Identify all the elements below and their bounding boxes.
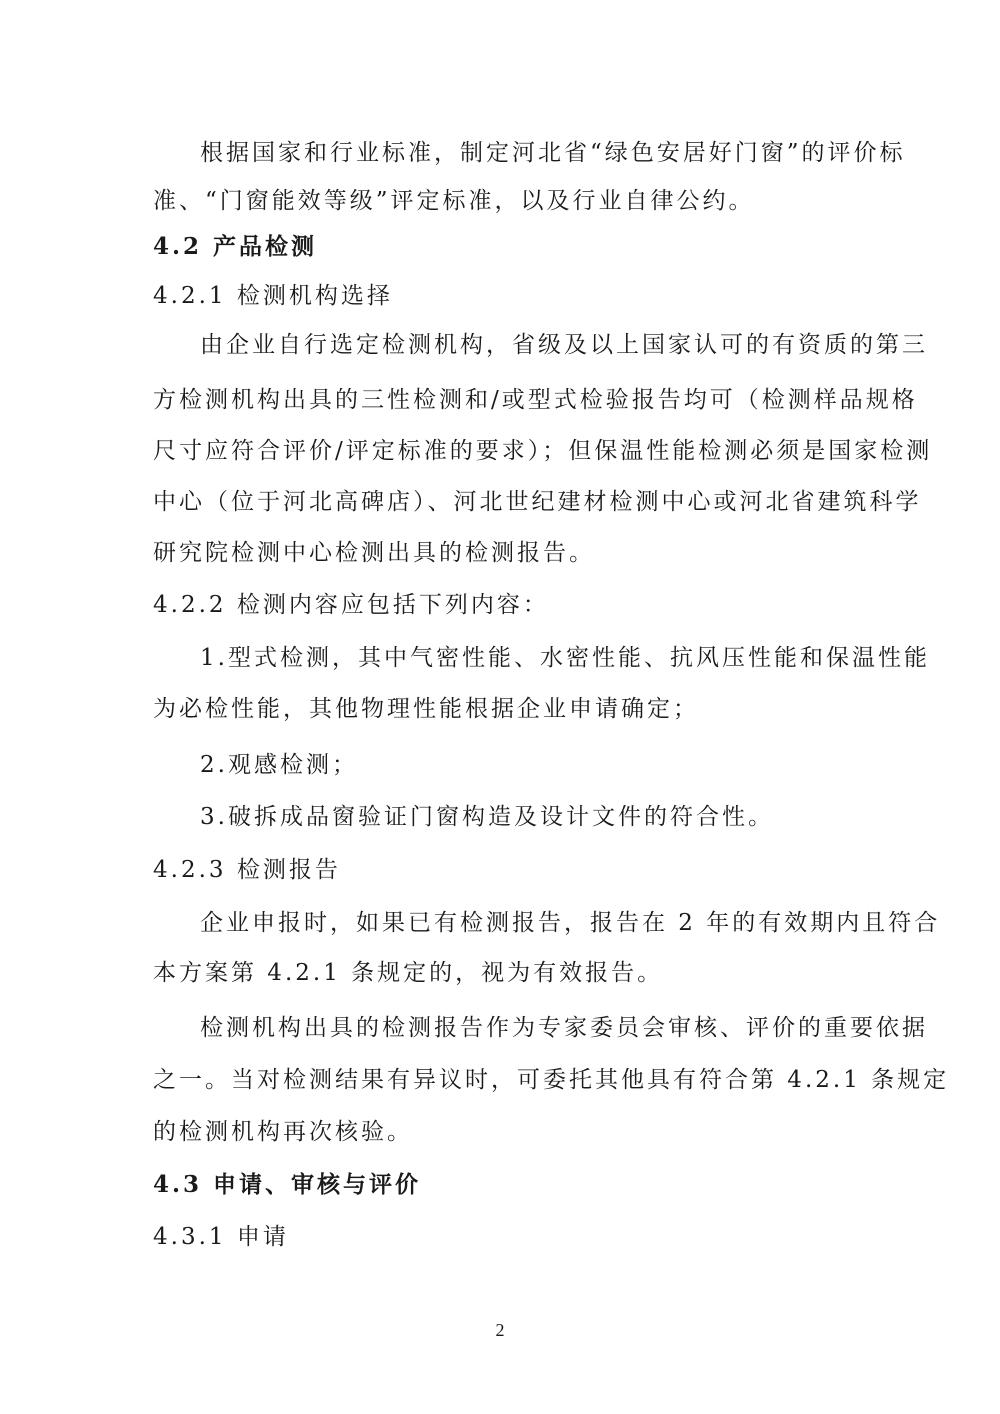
paragraph-line: 检测机构出具的检测报告作为专家委员会审核、评价的重要依据 [200, 1015, 928, 1041]
paragraph-line: 中心（位于河北高碑店）、河北世纪建材检测中心或河北省建筑科学 [153, 489, 922, 515]
section-heading: 4.3 申请、审核与评价 [153, 1171, 422, 1198]
paragraph-line: 准、“门窗能效等级”评定标准，以及行业自律公约。 [153, 188, 755, 214]
page-number: 2 [495, 1320, 505, 1340]
paragraph-line: 之一。当对检测结果有异议时，可委托其他具有符合第 4.2.1 条规定 [153, 1067, 950, 1093]
paragraph-line: 根据国家和行业标准，制定河北省“绿色安居好门窗”的评价标 [200, 140, 906, 166]
paragraph-line: 方检测机构出具的三性检测和/或型式检验报告均可（检测样品规格 [153, 387, 918, 413]
list-item: 3.破拆成品窗验证门窗构造及设计文件的符合性。 [200, 804, 774, 830]
paragraph-line: 由企业自行选定检测机构，省级及以上国家认可的有资质的第三 [200, 332, 928, 358]
subsection-heading: 4.2.2 检测内容应包括下列内容： [153, 592, 549, 618]
section-heading: 4.2 产品检测 [153, 233, 318, 260]
paragraph-line: 企业申报时，如果已有检测报告，报告在 2 年的有效期内且符合 [200, 910, 941, 936]
subsection-heading: 4.3.1 申请 [153, 1224, 289, 1250]
paragraph-line: 本方案第 4.2.1 条规定的，视为有效报告。 [153, 960, 664, 986]
list-item: 1.型式检测，其中气密性能、水密性能、抗风压性能和保温性能 [200, 645, 930, 671]
subsection-heading: 4.2.1 检测机构选择 [153, 283, 393, 309]
list-item: 2.观感检测； [200, 752, 358, 778]
subsection-heading: 4.2.3 检测报告 [153, 857, 341, 883]
paragraph-line: 为必检性能，其他物理性能根据企业申请确定； [153, 696, 699, 722]
paragraph-line: 尺寸应符合评价/评定标准的要求）；但保温性能检测必须是国家检测 [153, 438, 933, 464]
paragraph-line: 研究院检测中心检测出具的检测报告。 [153, 540, 595, 566]
paragraph-line: 的检测机构再次核验。 [153, 1119, 413, 1145]
